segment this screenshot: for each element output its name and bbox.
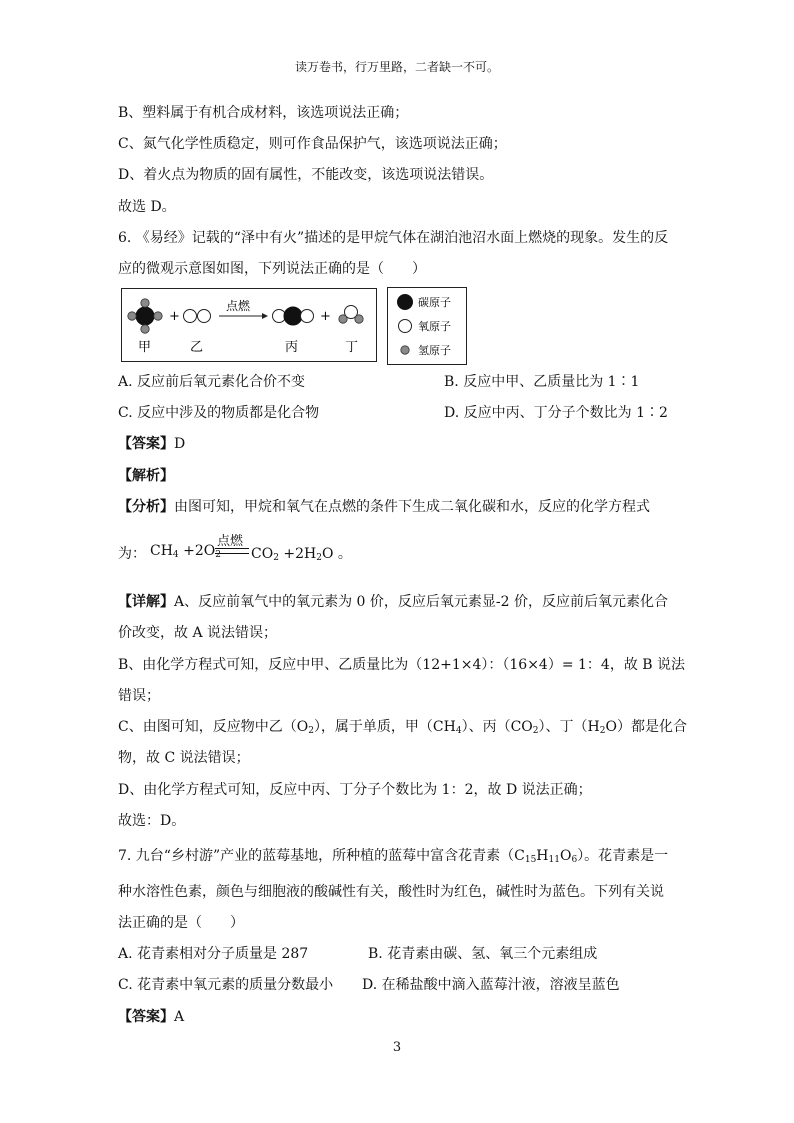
xiangjie-b-line1: B、由化学方程式可知，反应中甲、乙质量比为（12+1×4）：（16×4）= 1：4，故 B 说法 <box>118 657 686 673</box>
legend-hydrogen-label: 氢原子 <box>418 344 451 357</box>
q7-stem-line1-pre: 7. 九台“乡村游”产业的蓝莓基地，所种植的蓝莓中富含花青素（ <box>118 848 515 864</box>
xiangjie-d: D、由化学方程式可知，反应中丙、丁分子个数比为 1：2，故 D 说法正确； <box>118 782 592 798</box>
q6-answer-value: D <box>174 436 186 452</box>
q6-option-d: D. 反应中丙、丁分子个数比为 1∶2 <box>444 405 668 421</box>
q6-stem-line1: 6. 《易经》记载的“泽中有火”描述的是甲烷气体在湖泊池沼水面上燃烧的现象。发生的反 <box>118 230 669 246</box>
fenxi-text: 由图可知，甲烷和氧气在点燃的条件下生成二氧化碳和水，反应的化学方程式 <box>174 499 650 515</box>
reaction-arrowhead-icon <box>262 313 268 319</box>
label-yi: 乙 <box>190 340 204 355</box>
carbon-dioxide-molecule <box>273 307 314 325</box>
q7-option-c: C. 花青素中氧元素的质量分数最小 <box>118 977 334 993</box>
reaction-diagram-svg <box>122 289 376 361</box>
hydrogen-atom-icon <box>401 346 409 354</box>
legend-carbon-label: 碳原子 <box>418 296 451 309</box>
equation-prefix: 为： <box>118 546 146 562</box>
q6-answer <box>118 434 185 454</box>
xiangjie-b-line2: 错误； <box>118 688 160 704</box>
xiangjie-c-line2: 物，故 C 说法错误； <box>118 750 250 766</box>
prev-option-b-explanation: B、塑料属于有机合成材料，该选项说法正确； <box>118 105 409 121</box>
prev-option-d-explanation: D、着火点为物质的固有属性，不能改变，该选项说法错误。 <box>118 167 494 183</box>
fenxi-tag: 【分析】 <box>118 499 174 515</box>
q6-conclusion: 故选：D。 <box>118 813 186 829</box>
atom-legend-svg <box>388 288 466 364</box>
reaction-condition-label: 点燃 <box>226 299 251 313</box>
label-bing: 丙 <box>285 340 299 355</box>
q6-fenxi <box>118 497 650 517</box>
xiangjie-tag: 【详解】 <box>118 594 174 610</box>
label-ding: 丁 <box>345 340 359 355</box>
methane-molecule <box>128 299 162 333</box>
page-header-motto: 读万卷书，行万里路，二者缺一不可。 <box>294 60 499 74</box>
q6-option-a: A. 反应前后氧元素化合价不变 <box>118 374 306 390</box>
q6-option-c: C. 反应中涉及的物质都是化合物 <box>118 405 320 421</box>
q7-option-a: A. 花青素相对分子质量是 287 <box>118 946 309 962</box>
q6-option-b: B. 反应中甲、乙质量比为 1∶1 <box>444 374 640 390</box>
q7-answer-tag: 【答案】 <box>118 1009 174 1025</box>
answer-tag: 【答案】 <box>118 436 174 452</box>
q7-option-b: B. 花青素由碳、氢、氧三个元素组成 <box>368 946 598 962</box>
legend-oxygen-label: 氧原子 <box>418 320 451 333</box>
q7-stem-line1 <box>118 846 668 870</box>
q7-answer-value: A <box>174 1009 185 1025</box>
water-molecule <box>339 306 363 324</box>
carbon-atom-icon <box>397 294 413 310</box>
anthocyanin-formula: $C_{15}H_{11}O_6$ <box>514 848 578 865</box>
q7-stem-line2: 种水溶性色素，颜色与细胞液的酸碱性有关，酸性时为红色，碱性时为蓝色。下列有关说 <box>118 884 664 900</box>
xiangjie-a-line2: 价改变，故 A 说法错误； <box>118 625 278 641</box>
plus-sign-1: + <box>169 309 180 324</box>
page-number: 3 <box>392 1040 402 1055</box>
xiangjie-a-text: A、反应前氧气中的氧元素为 0 价，反应后氧元素显-2 价，反应前后氧元素化合 <box>174 594 669 610</box>
xiangjie-a-line1 <box>118 592 668 612</box>
q6-analysis-tag: 【解析】 <box>118 468 174 484</box>
plus-sign-2: + <box>320 309 331 324</box>
q7-stem-line1-post: ）。花青素是一 <box>577 848 669 864</box>
q7-stem-line3: 法正确的是（ ） <box>118 915 244 931</box>
prev-conclusion: 故选 D。 <box>118 199 176 215</box>
oxygen-molecule <box>184 310 211 323</box>
q7-answer <box>118 1007 184 1027</box>
label-jia: 甲 <box>138 340 152 355</box>
chemical-equation <box>118 530 418 570</box>
reaction-microscopic-diagram <box>121 288 377 362</box>
atom-legend <box>387 287 467 365</box>
prev-option-c-explanation: C、氮气化学性质稳定，则可作食品保护气，该选项说法正确； <box>118 136 507 152</box>
equation-condition: 点燃 <box>217 534 244 549</box>
equation-reactants: $CH_4 +2O_2$ <box>150 543 221 560</box>
q6-stem-line2: 应的微观示意图如图，下列说法正确的是（ ） <box>118 261 426 277</box>
xiangjie-c-line1: C、由图可知，反应物中乙$(O_2)$，属于单质，甲$(CH_4)$、丙$(CO_2)$、丁$(H_2O)$都是化合 <box>118 719 687 736</box>
equation-equals-sign <box>215 548 249 554</box>
equation-products: $CO_2 +2H_2O$ 。 <box>251 546 352 563</box>
q7-option-d: D. 在稀盐酸中滴入蓝莓汁液，溶液呈蓝色 <box>362 977 620 993</box>
oxygen-atom-icon <box>399 320 412 333</box>
